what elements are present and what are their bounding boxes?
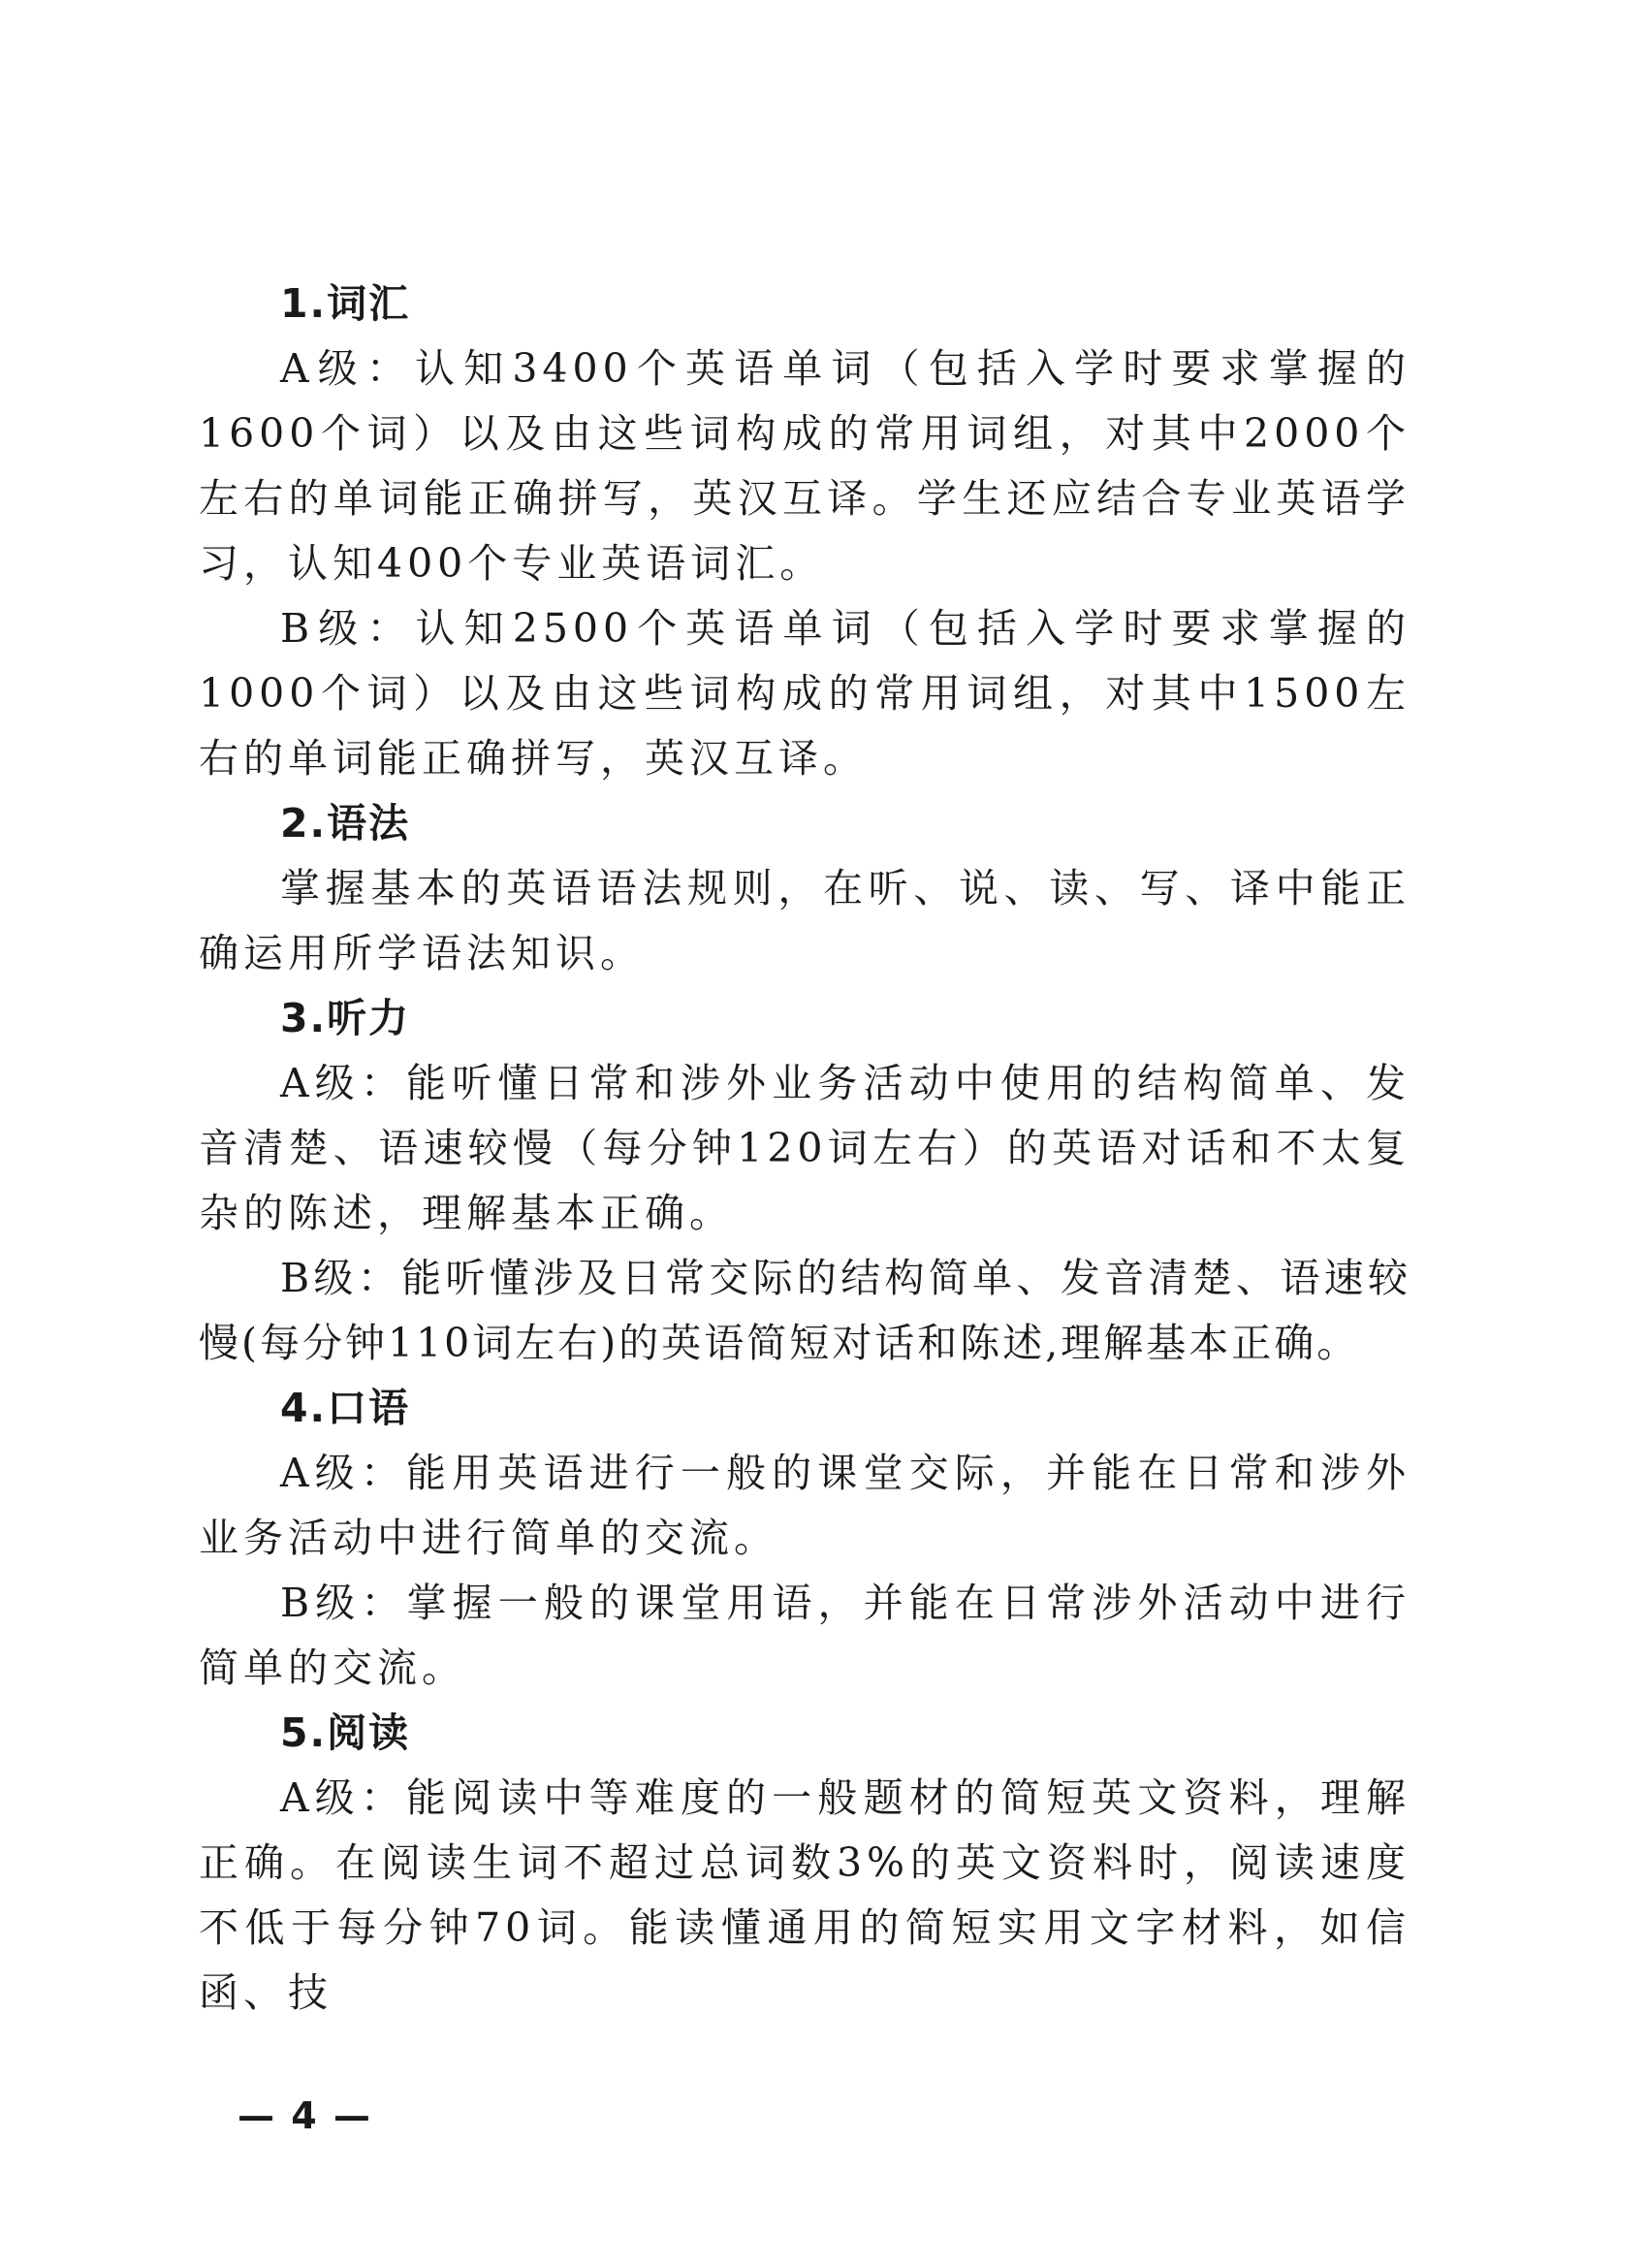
paragraph: B级：认知2500个英语单词（包括入学时要求掌握的1000个词）以及由这些词构成的常用词组，对其中1500左右的单词能正确拼写，英汉互译。: [199, 605, 1410, 782]
paragraph: 掌握基本的英语语法规则，在听、说、读、写、译中能正确运用所学语法知识。: [199, 865, 1410, 976]
document-body: [199, 272, 1410, 2026]
paragraph: A级：能听懂日常和涉外业务活动中使用的结构简单、发音清楚、语速较慢（每分钟120词左右）的英语对话和不太复杂的陈述，理解基本正确。: [199, 1060, 1410, 1236]
section-heading-vocabulary: 1.词汇: [280, 280, 411, 327]
section-heading-listening: 3.听力: [280, 995, 411, 1041]
paragraph: A级：能阅读中等难度的一般题材的简短英文资料，理解正确。在阅读生词不超过总词数3%的英文资料时，阅读速度不低于每分钟70词。能读懂通用的简短实用文字材料，如信函、技: [199, 1774, 1410, 2016]
paragraph: B级：能听懂涉及日常交际的结构简单、发音清楚、语速较慢(每分钟110词左右)的英语简短对话和陈述,理解基本正确。: [199, 1255, 1410, 1366]
paragraph: A级：认知3400个英语单词（包括入学时要求掌握的1600个词）以及由这些词构成的常用词组，对其中2000个左右的单词能正确拼写，英汉互译。学生还应结合专业英语学习，认知400个专业英语词汇。: [199, 345, 1410, 587]
section-heading-grammar: 2.语法: [280, 800, 411, 847]
section-heading-reading: 5.阅读: [280, 1709, 411, 1756]
paragraph: A级：能用英语进行一般的课堂交际，并能在日常和涉外业务活动中进行简单的交流。: [199, 1450, 1410, 1561]
section-heading-speaking: 4.口语: [280, 1385, 411, 1431]
paragraph: B级：掌握一般的课堂用语，并能在日常涉外活动中进行简单的交流。: [199, 1580, 1410, 1691]
page-number: — 4 —: [238, 2094, 372, 2137]
